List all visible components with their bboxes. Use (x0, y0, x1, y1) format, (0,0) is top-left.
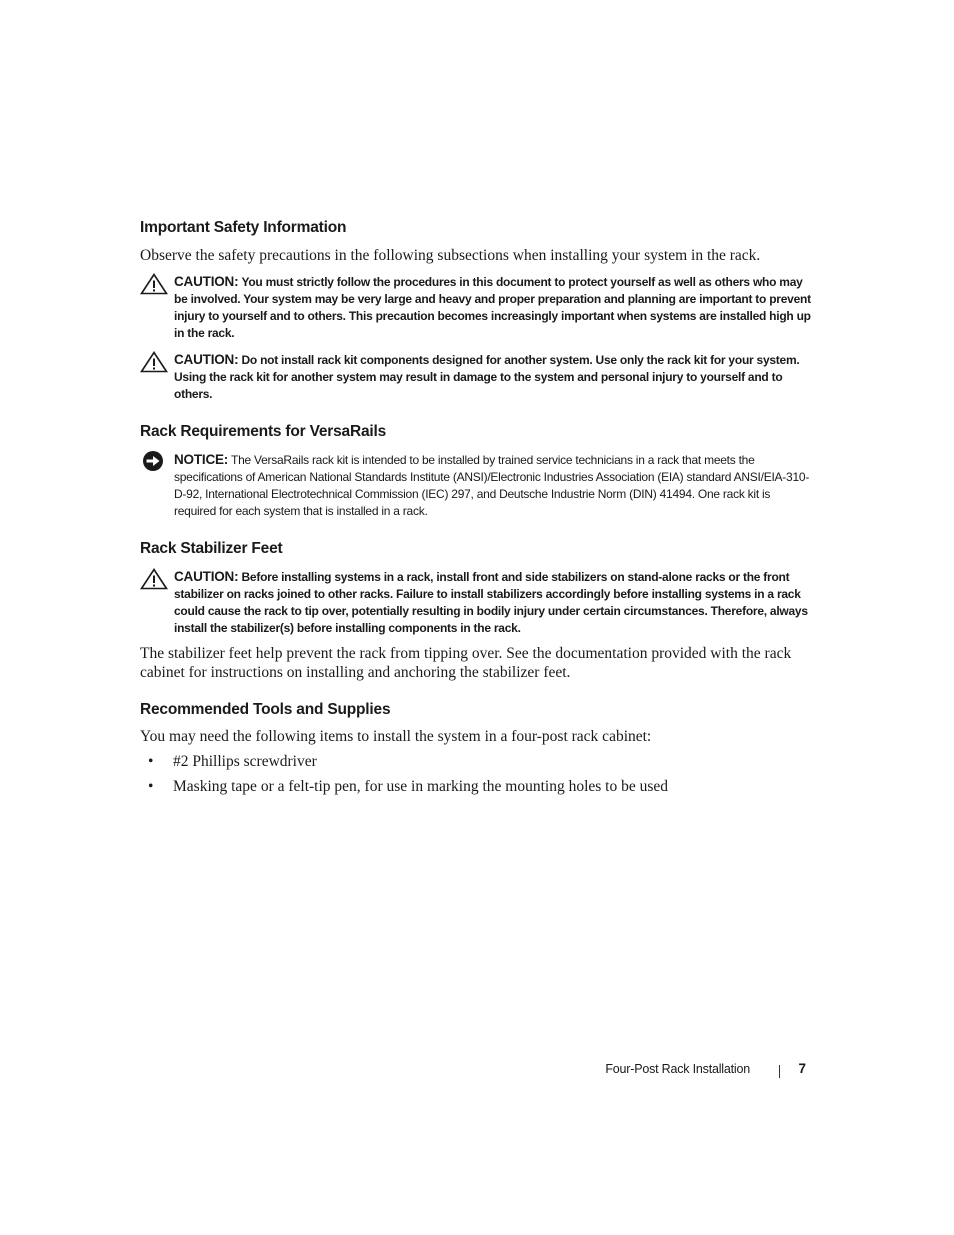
caution-label: CAUTION: (174, 569, 239, 584)
footer-divider (779, 1065, 780, 1078)
section-heading-safety: Important Safety Information (140, 219, 347, 236)
caution-note-3 (140, 568, 815, 637)
caution-label: CAUTION: (174, 352, 239, 367)
notice-circle-icon (140, 451, 168, 473)
caution-triangle-icon (140, 351, 168, 373)
caution-triangle-icon (140, 568, 168, 590)
list-item-text: #2 Phillips screwdriver (173, 753, 317, 770)
footer-title: Four-Post Rack Installation (605, 1062, 750, 1076)
caution-text: Before installing systems in a rack, install front and side stabilizers on stand-alone racks or the front stabilizer on racks joined to other racks. Failure to install stabilizers accordingly before installing systems in a rack could cause the rack to tip over, potentially resulting in bodily injury under certain circumstances. Therefore, always install the stabilizer(s) before installing components in the rack. (174, 570, 808, 635)
caution-triangle-icon (140, 273, 168, 295)
list-item-text: Masking tape or a felt-tip pen, for use in marking the mounting holes to be used (173, 778, 669, 795)
list-item (140, 752, 815, 771)
section-heading-rack-requirements: Rack Requirements for VersaRails (140, 423, 387, 440)
notice-text: The VersaRails rack kit is intended to be installed by trained service technicians in a rack that meets the specifications of American National Standards Institute (ANSI)/Electronic Industries Association (EIA) standard ANSI/EIA-310-D-92, International Electrotechnical Commission (IEC) 297, and Deutsche Industrie Norm (DIN) 41494. One rack kit is required for each system that is installed in a rack. (174, 453, 810, 518)
page-number: 7 (798, 1061, 806, 1076)
list-item (140, 777, 815, 796)
caution-note-2 (140, 351, 815, 403)
tools-intro: You may need the following items to install the system in a four-post rack cabinet: (140, 728, 652, 745)
bullet-marker: • (148, 753, 154, 770)
notice-label: NOTICE: (174, 452, 229, 467)
caution-text: Do not install rack kit components designed for another system. Use only the rack kit for your system. Using the rack kit for another system may result in damage to the system and personal injury to yourself and to others. (174, 353, 800, 401)
notice-note (140, 451, 815, 520)
safety-intro: Observe the safety precautions in the following subsections when installing your system in the rack. (140, 247, 761, 264)
stabilizer-paragraph: The stabilizer feet help prevent the rack from tipping over. See the documentation provided with the rack cabinet for instructions on installing and anchoring the stabilizer feet. (140, 645, 792, 681)
section-heading-stabilizer: Rack Stabilizer Feet (140, 540, 283, 557)
caution-text: You must strictly follow the procedures in this document to protect yourself as well as others who may be involved. Your system may be very large and heavy and proper preparation and planning are important to prevent injury to yourself and to others. This precaution becomes increasingly important when systems are installed high up in the rack. (174, 275, 811, 340)
caution-note-1 (140, 273, 815, 342)
bullet-marker: • (148, 778, 154, 795)
section-heading-tools: Recommended Tools and Supplies (140, 701, 391, 718)
page-footer (560, 1061, 810, 1081)
caution-label: CAUTION: (174, 274, 239, 289)
